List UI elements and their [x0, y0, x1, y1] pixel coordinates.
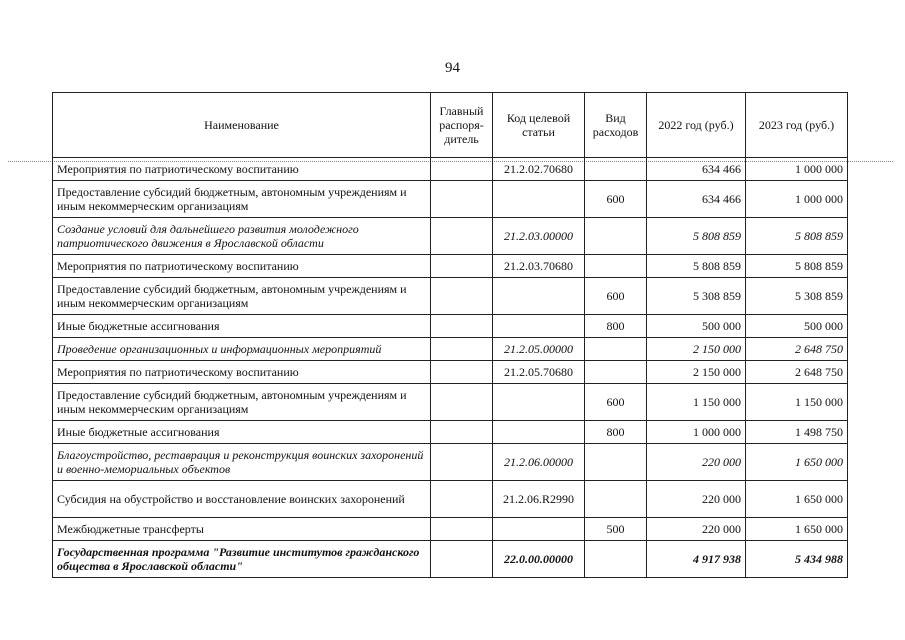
cell-2023: 500 000: [746, 315, 848, 338]
cell-2023: 1 000 000: [746, 181, 848, 218]
cell-name: Предоставление субсидий бюджетным, автономным учреждениям и иным некоммерческим организациям: [53, 181, 431, 218]
cell-2023: 2 648 750: [746, 338, 848, 361]
cell-vid: 800: [585, 315, 647, 338]
cell-name: Мероприятия по патриотическому воспитанию: [53, 361, 431, 384]
table-row: [53, 361, 848, 384]
header-2023: 2023 год (руб.): [746, 93, 848, 158]
cell-2023: 1 000 000: [746, 158, 848, 181]
cell-2022: 5 808 859: [647, 255, 746, 278]
table-row: [53, 444, 848, 481]
cell-vid: 500: [585, 518, 647, 541]
cell-name: Создание условий для дальнейшего развития молодежного патриотического движения в Ярославской области: [53, 218, 431, 255]
cell-2022: 2 150 000: [647, 361, 746, 384]
cell-name: Иные бюджетные ассигнования: [53, 315, 431, 338]
cell-vid: [585, 255, 647, 278]
cell-vid: [585, 541, 647, 578]
cell-manager: [431, 158, 493, 181]
table-row: [53, 421, 848, 444]
cell-manager: [431, 218, 493, 255]
cell-code: 21.2.02.70680: [493, 158, 585, 181]
table-row: [53, 384, 848, 421]
cell-code: [493, 384, 585, 421]
cell-2023: 5 308 859: [746, 278, 848, 315]
cell-2022: 634 466: [647, 158, 746, 181]
cell-2023: 2 648 750: [746, 361, 848, 384]
cell-2022: 220 000: [647, 481, 746, 518]
cell-code: 21.2.03.00000: [493, 218, 585, 255]
cell-manager: [431, 278, 493, 315]
cell-manager: [431, 444, 493, 481]
cell-name: Предоставление субсидий бюджетным, автономным учреждениям и иным некоммерческим организациям: [53, 278, 431, 315]
cell-vid: 800: [585, 421, 647, 444]
table-row: [53, 158, 848, 181]
cell-name: Предоставление субсидий бюджетным, автономным учреждениям и иным некоммерческим организациям: [53, 384, 431, 421]
header-2022: 2022 год (руб.): [647, 93, 746, 158]
cell-code: 21.2.05.00000: [493, 338, 585, 361]
table-row: [53, 181, 848, 218]
cell-code: [493, 315, 585, 338]
cell-name: Мероприятия по патриотическому воспитанию: [53, 158, 431, 181]
cell-vid: [585, 444, 647, 481]
cell-2022: 5 308 859: [647, 278, 746, 315]
cell-code: [493, 181, 585, 218]
cell-vid: [585, 361, 647, 384]
cell-code: [493, 421, 585, 444]
cell-manager: [431, 481, 493, 518]
cell-manager: [431, 361, 493, 384]
cell-2023: 5 808 859: [746, 255, 848, 278]
page-number: 94: [445, 60, 460, 76]
cell-code: 21.2.03.70680: [493, 255, 585, 278]
cell-vid: 600: [585, 181, 647, 218]
cell-vid: [585, 338, 647, 361]
table-row: [53, 518, 848, 541]
cell-vid: 600: [585, 278, 647, 315]
table-row: [53, 255, 848, 278]
cell-manager: [431, 541, 493, 578]
cell-code: 22.0.00.00000: [493, 541, 585, 578]
table-row: [53, 541, 848, 578]
cell-name: Государственная программа "Развитие институтов гражданского общества в Ярославской области": [53, 541, 431, 578]
cell-code: 21.2.06.R2990: [493, 481, 585, 518]
cell-2022: 5 808 859: [647, 218, 746, 255]
cell-2022: 1 150 000: [647, 384, 746, 421]
cell-name: Иные бюджетные ассигнования: [53, 421, 431, 444]
cell-manager: [431, 181, 493, 218]
header-name: Наименование: [53, 93, 431, 158]
cell-2023: 1 650 000: [746, 481, 848, 518]
cell-manager: [431, 421, 493, 444]
table-header-row: [53, 93, 848, 158]
cell-code: [493, 278, 585, 315]
cell-2022: 4 917 938: [647, 541, 746, 578]
table-body: [53, 158, 848, 578]
table-row: [53, 315, 848, 338]
cell-2023: 1 650 000: [746, 444, 848, 481]
cell-2022: 2 150 000: [647, 338, 746, 361]
cell-manager: [431, 338, 493, 361]
table-row: [53, 338, 848, 361]
cell-vid: [585, 158, 647, 181]
cell-manager: [431, 518, 493, 541]
cell-manager: [431, 315, 493, 338]
cell-manager: [431, 255, 493, 278]
cell-2022: 220 000: [647, 444, 746, 481]
cell-2023: 1 498 750: [746, 421, 848, 444]
cell-2023: 5 434 988: [746, 541, 848, 578]
cell-manager: [431, 384, 493, 421]
table-row: [53, 278, 848, 315]
cell-code: 21.2.05.70680: [493, 361, 585, 384]
cell-vid: 600: [585, 384, 647, 421]
cell-code: 21.2.06.00000: [493, 444, 585, 481]
header-manager: Главный распоря-дитель: [431, 93, 493, 158]
table-row: [53, 481, 848, 518]
cell-name: Благоустройство, реставрация и реконструкция воинских захоронений и военно-мемориальных объектов: [53, 444, 431, 481]
cell-2023: 1 150 000: [746, 384, 848, 421]
table-row: [53, 218, 848, 255]
budget-table: [52, 92, 848, 578]
cell-name: Проведение организационных и информационных мероприятий: [53, 338, 431, 361]
cell-2023: 5 808 859: [746, 218, 848, 255]
cell-code: [493, 518, 585, 541]
cell-name: Мероприятия по патриотическому воспитанию: [53, 255, 431, 278]
cell-2022: 634 466: [647, 181, 746, 218]
cell-name: Субсидия на обустройство и восстановление воинских захоронений: [53, 481, 431, 518]
header-code: Код целевой статьи: [493, 93, 585, 158]
cell-vid: [585, 481, 647, 518]
header-vid: Вид расходов: [585, 93, 647, 158]
cell-vid: [585, 218, 647, 255]
cell-2022: 1 000 000: [647, 421, 746, 444]
cell-2023: 1 650 000: [746, 518, 848, 541]
cell-2022: 500 000: [647, 315, 746, 338]
cell-2022: 220 000: [647, 518, 746, 541]
cell-name: Межбюджетные трансферты: [53, 518, 431, 541]
